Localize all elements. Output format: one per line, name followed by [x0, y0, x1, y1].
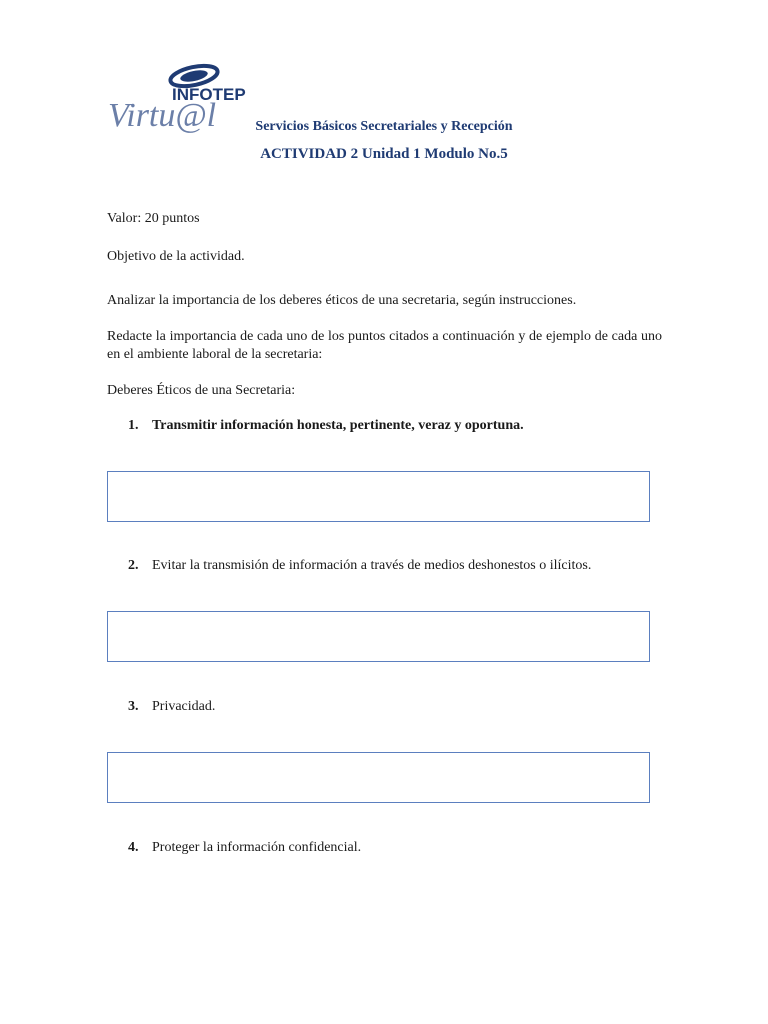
item-number: 4. [128, 840, 139, 855]
list-item [128, 558, 591, 574]
course-title-text: Servicios Básicos Secretariales y Recepción [255, 119, 513, 134]
list-item [128, 840, 361, 856]
logo-bottom-text: Virtu@l [108, 97, 217, 134]
item-number: 3. [128, 699, 139, 714]
list-item [128, 418, 524, 434]
item-number: 1. [128, 418, 139, 433]
item-text: Transmitir información honesta, pertinente, veraz y oportuna. [152, 418, 524, 433]
answer-box-1[interactable] [107, 471, 650, 522]
objetivo-text: Analizar la importancia de los deberes éticos de una secretaria, según instrucciones. [107, 293, 577, 308]
answer-box-3[interactable] [107, 752, 650, 803]
instruccion-text: Redacte la importancia de cada uno de los puntos citados a continuación y de ejemplo de cada uno en el ambiente laboral de la secretaria: [107, 329, 662, 362]
item-text: Evitar la transmisión de información a través de medios deshonestos o ilícitos. [152, 558, 592, 573]
answer-box-2[interactable] [107, 611, 650, 662]
activity-title: ACTIVIDAD 2 Unidad 1 Modulo No.5 [260, 146, 508, 162]
deberes-heading: Deberes Éticos de una Secretaria: [107, 383, 296, 398]
course-title [0, 119, 768, 135]
logo-top-text: INFOTEP [172, 85, 246, 104]
objetivo-label: Objetivo de la actividad. [107, 249, 245, 264]
item-text: Proteger la información confidencial. [152, 840, 362, 855]
valor-text: Valor: 20 puntos [107, 211, 200, 226]
item-text: Privacidad. [152, 699, 216, 714]
list-item [128, 699, 215, 715]
item-number: 2. [128, 558, 139, 573]
